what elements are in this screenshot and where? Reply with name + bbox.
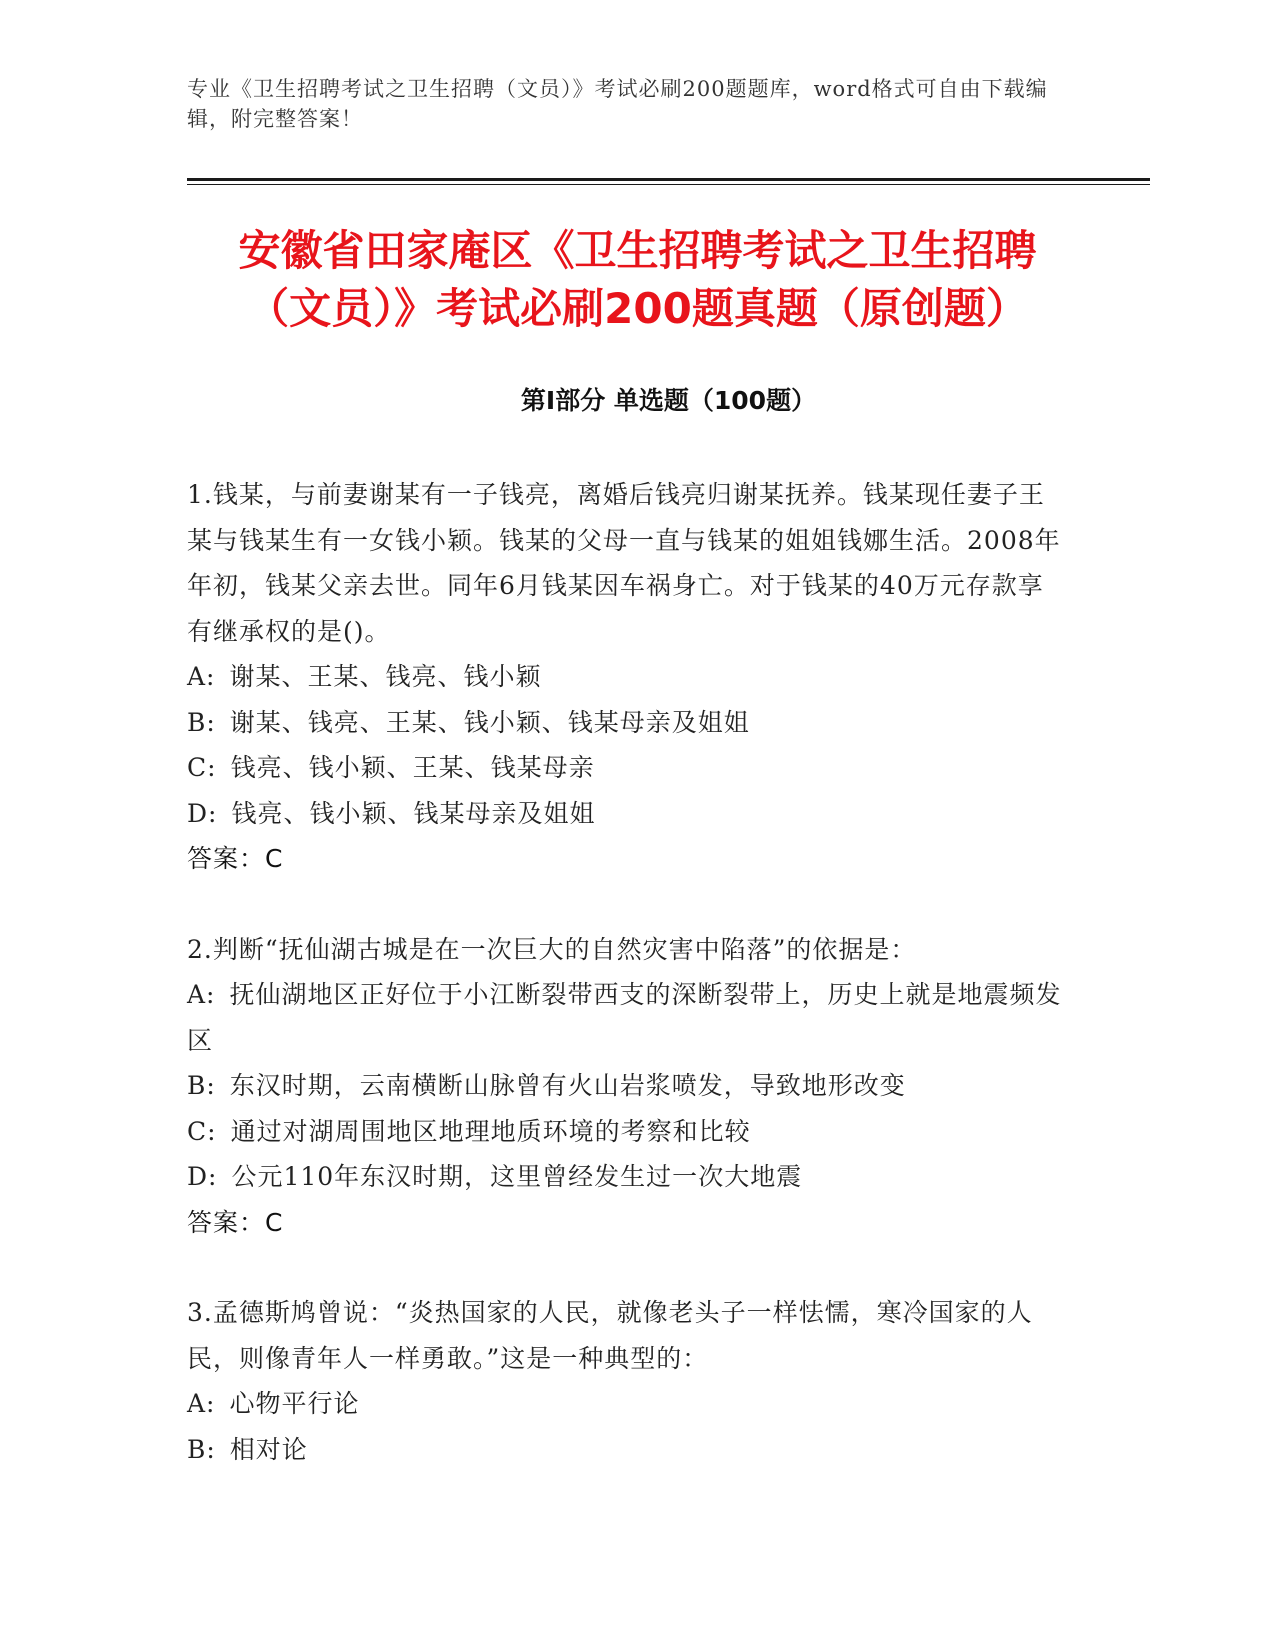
option-d (187, 791, 1067, 837)
document-title-line1: 安徽省田家庵区《卫生招聘考试之卫生招聘 (238, 226, 1037, 275)
option-text: 心物平行论 (229, 1389, 360, 1418)
option-text: 钱亮、钱小颖、王某、钱某母亲 (230, 753, 595, 782)
question-2 (187, 927, 1067, 1246)
option-text: 通过对湖周围地区地理地质环境的考察和比较 (230, 1116, 751, 1146)
option-b (187, 1063, 1067, 1109)
answer-label: 答案：C (187, 1207, 284, 1237)
header-note: 专业《卫生招聘考试之卫生招聘（文员）》考试必刷200题题库，word格式可自由下载编辑，附完整答案！ (187, 77, 1048, 131)
document-title (120, 222, 1155, 338)
option-text: 抚仙湖地区正好位于小江断裂带西支的深断裂带上，历史上就是地震频发区 (187, 980, 1062, 1055)
option-text: 相对论 (229, 1434, 308, 1464)
document-title-line2: （文员）》考试必刷200题真题（原创题） (247, 284, 1028, 333)
option-letter: D: (187, 1162, 218, 1191)
option-letter: A: (187, 980, 216, 1009)
option-c (187, 1109, 1067, 1155)
option-letter: A: (187, 662, 216, 691)
option-text: 谢某、钱亮、王某、钱小颖、钱某母亲及姐姐 (229, 707, 750, 737)
option-text: 钱亮、钱小颖、钱某母亲及姐姐 (231, 798, 596, 828)
option-a (187, 1381, 1067, 1427)
option-letter: B: (187, 707, 216, 737)
option-letter: C: (187, 1116, 217, 1146)
header-divider-thin (187, 184, 1150, 185)
question-3 (187, 1290, 1067, 1472)
question-stem: 2.判断“抚仙湖古城是在一次巨大的自然灾害中陷落”的依据是： (187, 934, 917, 964)
option-letter: B: (187, 1434, 216, 1464)
option-text: 公元110年东汉时期，这里曾经发生过一次大地震 (231, 1162, 803, 1191)
question-list (187, 472, 1067, 1517)
option-letter: C: (187, 753, 217, 782)
question-stem: 3.孟德斯鸠曾说：“炎热国家的人民，就像老头子一样怯懦，寒冷国家的人民，则像青年人一样勇敢。”这是一种典型的： (187, 1298, 1033, 1373)
option-text: 东汉时期，云南横断山脉曾有火山岩浆喷发，导致地形改变 (229, 1071, 906, 1100)
option-text: 谢某、王某、钱亮、钱小颖 (229, 662, 542, 691)
answer-label: 答案：C (187, 844, 284, 873)
option-letter: B: (187, 1071, 216, 1100)
question-1 (187, 472, 1067, 882)
option-b (187, 1427, 1067, 1473)
option-letter: A: (187, 1389, 216, 1418)
option-c (187, 745, 1067, 791)
option-d (187, 1154, 1067, 1200)
section-heading: 第Ⅰ部分 单选题（100题） (520, 386, 817, 415)
option-a (187, 654, 1067, 700)
option-b (187, 700, 1067, 746)
option-a (187, 972, 1067, 1063)
question-stem: 1.钱某，与前妻谢某有一子钱亮，离婚后钱亮归谢某抚养。钱某现任妻子王某与钱某生有一女钱小颖。钱某的父母一直与钱某的姐姐钱娜生活。2008年年初，钱某父亲去世。同年6月钱某因车祸身亡。对于钱某的40万元存款享有继承权的是()。 (187, 480, 1061, 646)
option-letter: D: (187, 798, 218, 828)
header-divider-thick (187, 178, 1150, 181)
